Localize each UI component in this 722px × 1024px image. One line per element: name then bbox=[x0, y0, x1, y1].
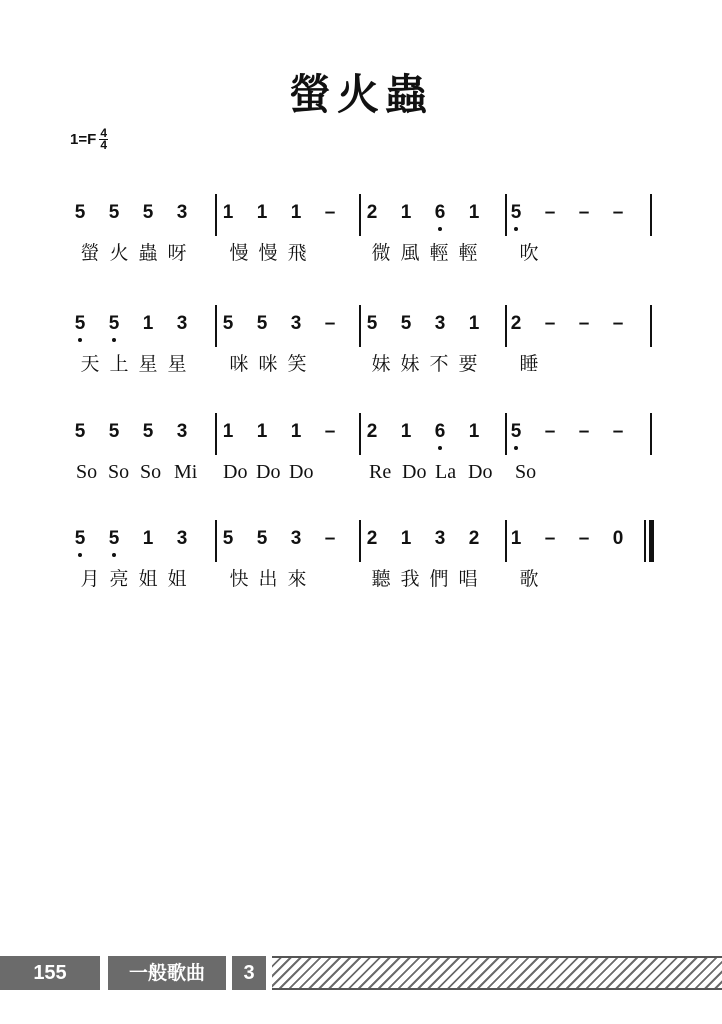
lyric: 睡 bbox=[519, 353, 539, 375]
lyric: So bbox=[515, 461, 537, 483]
bar-line bbox=[505, 305, 507, 347]
lyric: 我 bbox=[400, 568, 420, 590]
note-dash: – bbox=[544, 421, 556, 442]
key-label: 1=F bbox=[70, 131, 97, 148]
note: 5 bbox=[108, 421, 120, 442]
note: 5 bbox=[74, 202, 86, 223]
lyric: Do bbox=[289, 461, 314, 483]
bar-line bbox=[359, 305, 361, 347]
section-label: 一般歌曲 bbox=[108, 956, 226, 990]
lyric: 咪 bbox=[258, 353, 278, 375]
note: 2 bbox=[510, 313, 522, 334]
lyric: 不 bbox=[429, 353, 449, 375]
note-dash: – bbox=[324, 421, 336, 442]
page-number: 155 bbox=[0, 956, 100, 990]
note: 5 bbox=[400, 313, 412, 334]
bar-line bbox=[215, 305, 217, 347]
note: 1 bbox=[290, 421, 302, 442]
note: 2 bbox=[468, 528, 480, 549]
time-signature bbox=[99, 128, 108, 151]
chapter-number: 3 bbox=[232, 956, 266, 990]
lyric: La bbox=[435, 461, 457, 483]
lyric: 出 bbox=[258, 568, 278, 590]
note-dash: – bbox=[612, 421, 624, 442]
lyric: 呀 bbox=[167, 242, 187, 264]
note: 0 bbox=[612, 528, 624, 549]
time-signature-bottom: 4 bbox=[100, 138, 108, 152]
note: 5 bbox=[108, 202, 120, 223]
lyric: Mi bbox=[174, 461, 198, 483]
lyric: Re bbox=[369, 461, 392, 483]
note: 3 bbox=[290, 313, 302, 334]
note: 5 bbox=[256, 528, 268, 549]
lyric: So bbox=[76, 461, 98, 483]
lyric: 妹 bbox=[371, 353, 391, 375]
song-title: 螢火蟲 bbox=[288, 70, 433, 119]
time-signature-top: 4 bbox=[100, 126, 108, 140]
note: 1 bbox=[222, 202, 234, 223]
note: 1 bbox=[468, 202, 480, 223]
note-dash: – bbox=[578, 202, 590, 223]
note: 1 bbox=[256, 202, 268, 223]
note: 1 bbox=[142, 528, 154, 549]
note: 2 bbox=[366, 421, 378, 442]
note-dash: – bbox=[544, 202, 556, 223]
note: 5 bbox=[222, 313, 234, 334]
note: 5 bbox=[506, 421, 526, 443]
note-dash: – bbox=[324, 313, 336, 334]
bar-line bbox=[359, 520, 361, 562]
note: 5 bbox=[74, 421, 86, 442]
bar-line bbox=[505, 413, 507, 455]
bar-line bbox=[650, 413, 652, 455]
lyric: 唱 bbox=[458, 568, 478, 590]
bar-line bbox=[359, 413, 361, 455]
lyric: 微 bbox=[371, 242, 391, 264]
bar-line bbox=[215, 194, 217, 236]
note: 3 bbox=[290, 528, 302, 549]
bar-line bbox=[215, 413, 217, 455]
note: 5 bbox=[70, 313, 90, 335]
lyric: 天 bbox=[80, 353, 100, 375]
note: 3 bbox=[434, 313, 446, 334]
lyric: 火 bbox=[109, 242, 129, 264]
lyric: 飛 bbox=[287, 242, 307, 264]
lyric: 螢 bbox=[80, 242, 100, 264]
lyric: 月 bbox=[80, 568, 100, 590]
lyric: 們 bbox=[429, 568, 449, 590]
bar-line bbox=[215, 520, 217, 562]
bar-line bbox=[650, 194, 652, 236]
note: 3 bbox=[434, 528, 446, 549]
lyric: 咪 bbox=[229, 353, 249, 375]
lyric: 吹 bbox=[519, 242, 539, 264]
note: 2 bbox=[366, 202, 378, 223]
lyric: Do bbox=[223, 461, 248, 483]
lyric: Do bbox=[402, 461, 427, 483]
bar-line bbox=[505, 520, 507, 562]
lyric: 上 bbox=[109, 353, 129, 375]
decorative-hatch-band bbox=[272, 956, 722, 990]
note: 5 bbox=[70, 528, 90, 550]
lyric: So bbox=[108, 461, 130, 483]
note-dash: – bbox=[544, 528, 556, 549]
lyric: 姐 bbox=[167, 568, 187, 590]
lyric: Do bbox=[256, 461, 281, 483]
note: 5 bbox=[222, 528, 234, 549]
note: 5 bbox=[142, 202, 154, 223]
lyric: 笑 bbox=[287, 353, 307, 375]
note: 3 bbox=[176, 202, 188, 223]
lyric: 慢 bbox=[258, 242, 278, 264]
note: 1 bbox=[400, 202, 412, 223]
note: 1 bbox=[142, 313, 154, 334]
page-footer bbox=[0, 956, 722, 990]
note: 5 bbox=[366, 313, 378, 334]
note-dash: – bbox=[544, 313, 556, 334]
lyric: 輕 bbox=[429, 242, 449, 264]
note: 1 bbox=[468, 313, 480, 334]
note-dash: – bbox=[612, 313, 624, 334]
lyric: 輕 bbox=[458, 242, 478, 264]
key-signature bbox=[70, 128, 108, 151]
lyric: 要 bbox=[458, 353, 478, 375]
lyric: 亮 bbox=[109, 568, 129, 590]
note: 1 bbox=[400, 421, 412, 442]
bar-line bbox=[359, 194, 361, 236]
lyric: 妹 bbox=[400, 353, 420, 375]
footer-divider bbox=[228, 960, 230, 986]
note: 3 bbox=[176, 421, 188, 442]
lyric: 歌 bbox=[519, 568, 539, 590]
lyric: 姐 bbox=[138, 568, 158, 590]
lyric: 聽 bbox=[371, 568, 391, 590]
note: 1 bbox=[256, 421, 268, 442]
note-dash: – bbox=[578, 528, 590, 549]
bar-line bbox=[505, 194, 507, 236]
note-dash: – bbox=[578, 421, 590, 442]
lyric: Do bbox=[468, 461, 493, 483]
note: 6 bbox=[430, 421, 450, 443]
note: 2 bbox=[366, 528, 378, 549]
note-dash: – bbox=[578, 313, 590, 334]
note: 1 bbox=[290, 202, 302, 223]
note: 5 bbox=[142, 421, 154, 442]
lyric: 來 bbox=[287, 568, 307, 590]
note-dash: – bbox=[324, 528, 336, 549]
note: 5 bbox=[104, 313, 124, 335]
note: 5 bbox=[256, 313, 268, 334]
lyric: 星 bbox=[167, 353, 187, 375]
note: 3 bbox=[176, 313, 188, 334]
note: 1 bbox=[510, 528, 522, 549]
note-dash: – bbox=[612, 202, 624, 223]
note: 6 bbox=[430, 202, 450, 224]
note: 1 bbox=[222, 421, 234, 442]
lyric: 星 bbox=[138, 353, 158, 375]
note: 1 bbox=[468, 421, 480, 442]
note: 5 bbox=[104, 528, 124, 550]
note: 3 bbox=[176, 528, 188, 549]
lyric: 快 bbox=[229, 568, 249, 590]
lyric: 風 bbox=[400, 242, 420, 264]
lyric: 蟲 bbox=[138, 242, 158, 264]
bar-line bbox=[650, 305, 652, 347]
lyric: So bbox=[140, 461, 162, 483]
lyric: 慢 bbox=[229, 242, 249, 264]
note-dash: – bbox=[324, 202, 336, 223]
note: 1 bbox=[400, 528, 412, 549]
note: 5 bbox=[506, 202, 526, 224]
